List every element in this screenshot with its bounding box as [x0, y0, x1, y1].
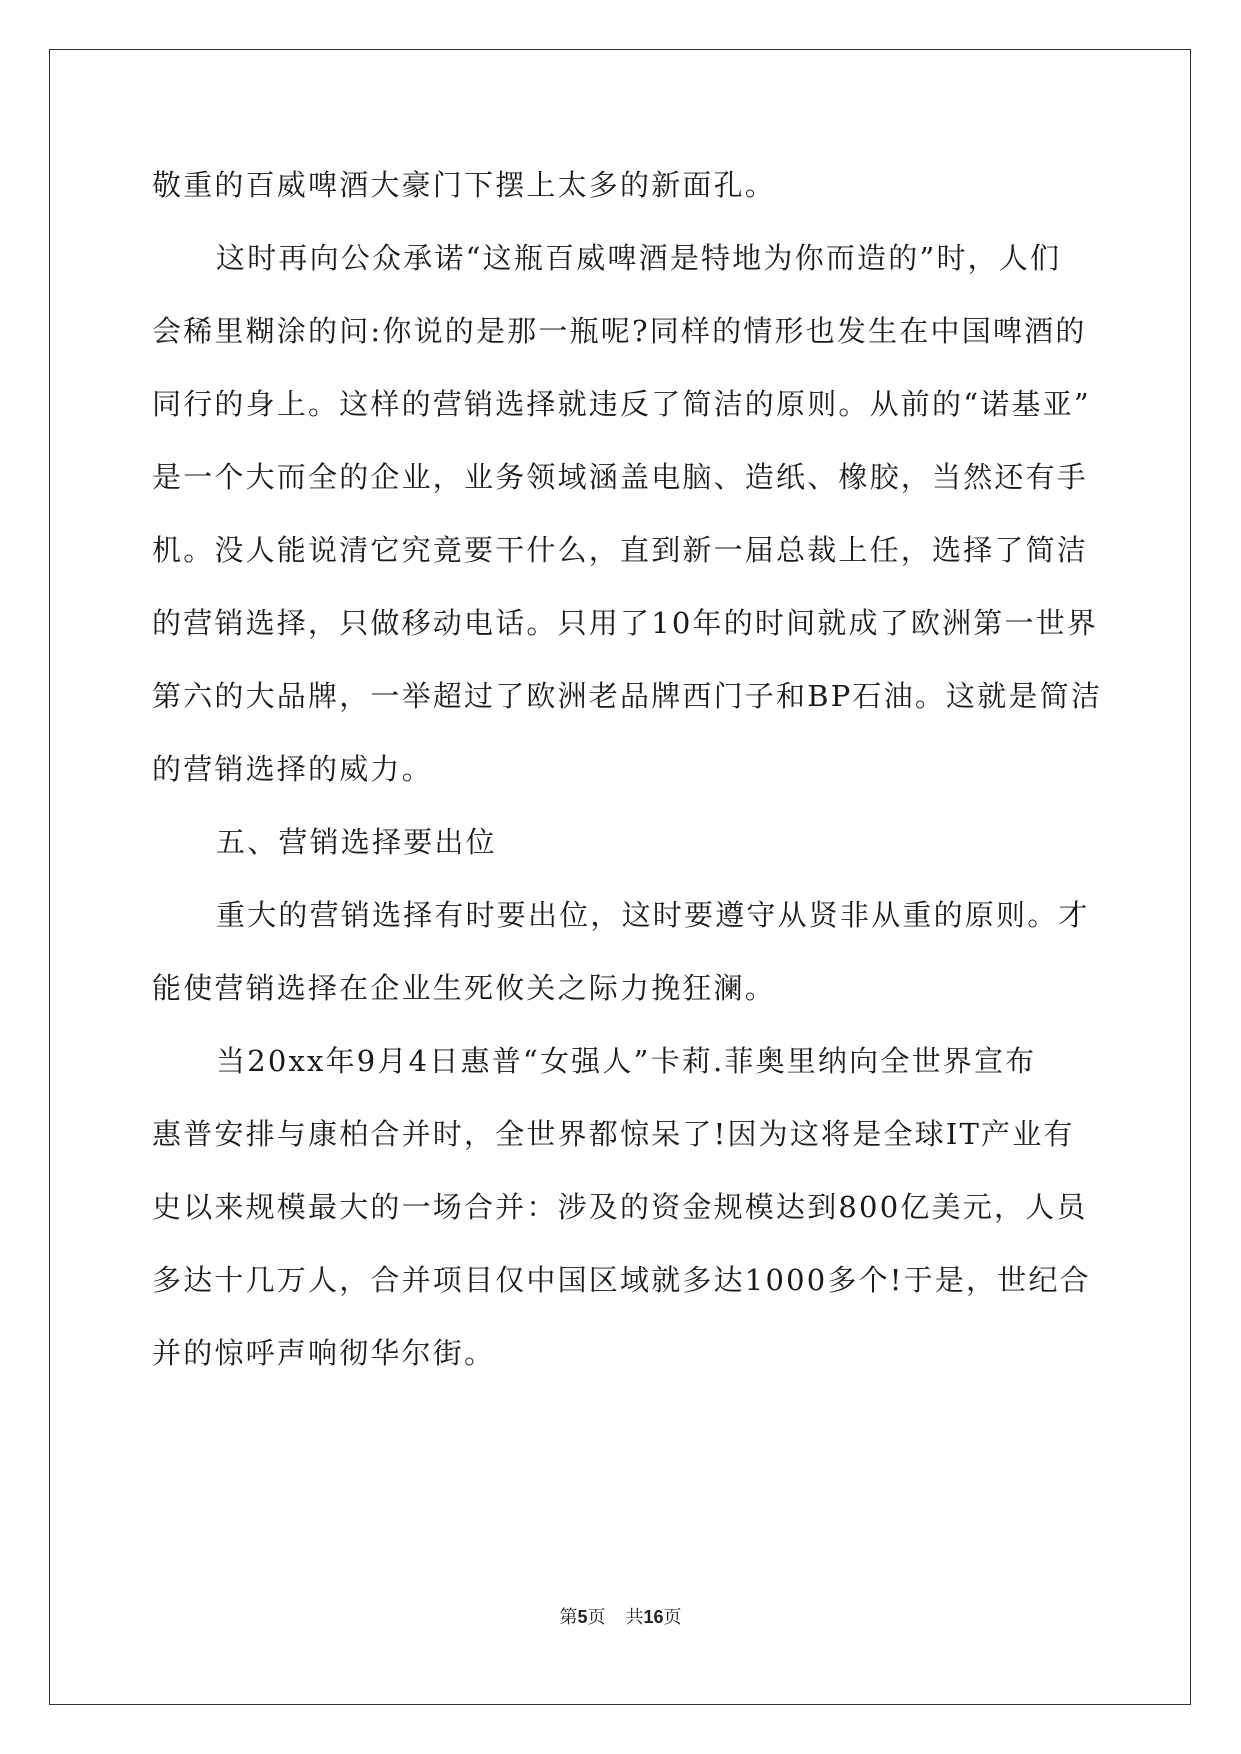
- footer-total-pages: 16: [643, 1607, 664, 1627]
- text-line: 第六的大品牌，一举超过了欧洲老品牌西门子和BP石油。这就是简洁: [152, 679, 1103, 713]
- text-line: 并的惊呼声响彻华尔街。: [152, 1336, 496, 1370]
- page-border: [49, 49, 1191, 1705]
- text-line: 当20xx年9月4日惠普“女强人”卡莉.菲奥里纳向全世界宣布: [216, 1044, 1037, 1078]
- text-line: 史以来规模最大的一场合并：涉及的资金规模达到800亿美元，人员: [152, 1190, 1088, 1224]
- text-line: 机。没人能说清它究竟要干什么，直到新一届总裁上任，选择了简洁: [152, 533, 1089, 567]
- text-line: 这时再向公众承诺“这瓶百威啤酒是特地为你而造的”时，人们: [216, 241, 1062, 275]
- text-line: 惠普安排与康柏合并时，全世界都惊呆了!因为这将是全球IT产业有: [152, 1117, 1075, 1151]
- section-heading: 五、营销选择要出位: [216, 825, 497, 859]
- footer-total-prefix: 共: [625, 1607, 644, 1628]
- footer-page-suffix: 页: [587, 1607, 606, 1628]
- text-line: 多达十几万人，合并项目仅中国区域就多达1000多个!于是，世纪合: [152, 1263, 1091, 1297]
- footer-page-number: 5: [577, 1607, 588, 1627]
- text-line: 敬重的百威啤酒大豪门下摆上太多的新面孔。: [152, 168, 777, 202]
- page-footer: [0, 1605, 1241, 1630]
- text-line: 同行的身上。这样的营销选择就违反了简洁的原则。从前的“诺基亚”: [152, 387, 1091, 421]
- text-line: 的营销选择的威力。: [152, 752, 433, 786]
- text-line: 能使营销选择在企业生死攸关之际力挽狂澜。: [152, 971, 777, 1005]
- text-line: 是一个大而全的企业，业务领域涵盖电脑、造纸、橡胶，当然还有手: [152, 460, 1089, 494]
- footer-total-suffix: 页: [663, 1607, 682, 1628]
- footer-page-prefix: 第: [559, 1607, 578, 1628]
- text-line: 重大的营销选择有时要出位，这时要遵守从贤非从重的原则。才: [216, 898, 1090, 932]
- text-line: 会稀里糊涂的问:你说的是那一瓶呢?同样的情形也发生在中国啤酒的: [152, 314, 1087, 348]
- text-line: 的营销选择，只做移动电话。只用了10年的时间就成了欧洲第一世界: [152, 606, 1099, 640]
